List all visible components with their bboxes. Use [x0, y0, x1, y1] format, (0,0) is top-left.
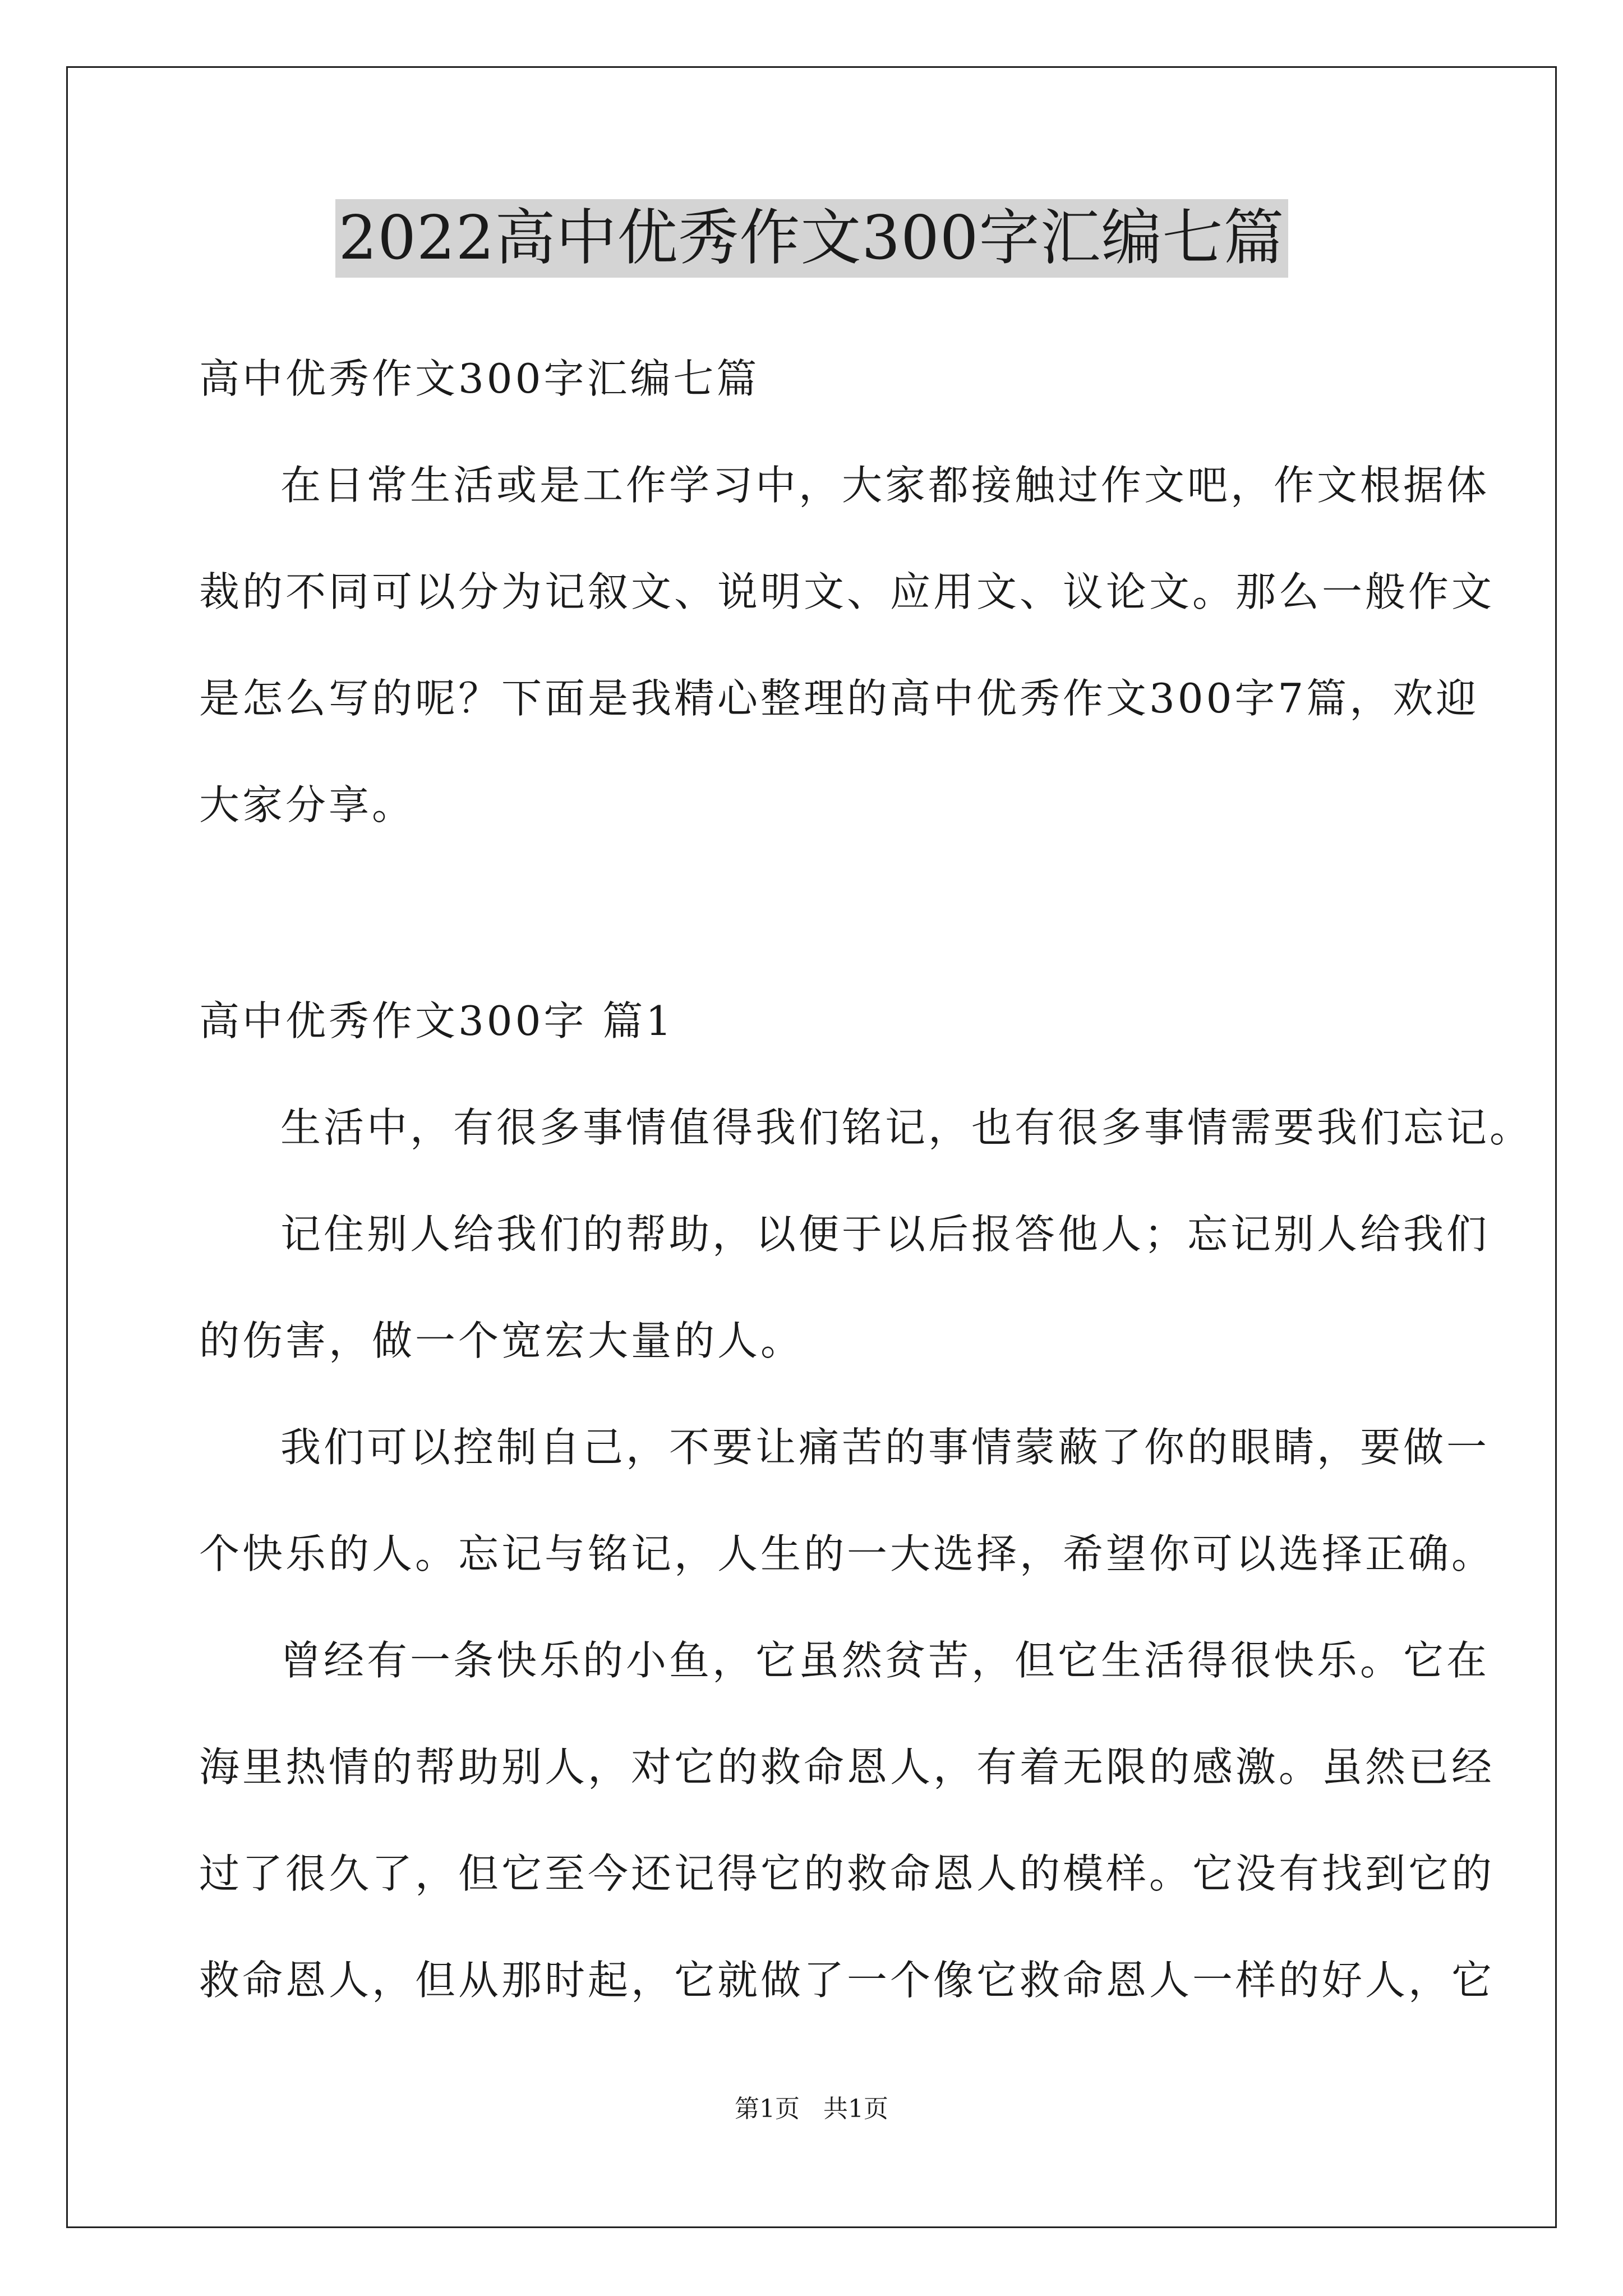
body-line: 生活中，有很多事情值得我们铭记，也有很多事情需要我们忘记。 [280, 1104, 1533, 1151]
body-line: 曾经有一条快乐的小鱼，它虽然贫苦，但它生活得很快乐。它在 [280, 1637, 1490, 1684]
intro-line: 在日常生活或是工作学习中，大家都接触过作文吧，作文根据体 [280, 462, 1490, 509]
body-line: 我们可以控制自己，不要让痛苦的事情蒙蔽了你的眼睛，要做一 [280, 1424, 1490, 1471]
document-title: 2022高中优秀作文300字汇编七篇 [335, 199, 1288, 278]
title-container [0, 199, 1623, 278]
body-line: 的伤害，做一个宽宏大量的人。 [199, 1317, 804, 1364]
page-footer: 第1页 共1页 [735, 2095, 888, 2123]
section-heading: 高中优秀作文300字 篇1 [199, 997, 675, 1045]
intro-line: 大家分享。 [199, 781, 416, 829]
intro-line: 裁的不同可以分为记叙文、说明文、应用文、议论文。那么一般作文 [199, 568, 1495, 615]
body-line: 个快乐的人。忘记与铭记，人生的一大选择，希望你可以选择正确。 [199, 1530, 1495, 1577]
body-line: 救命恩人，但从那时起，它就做了一个像它救命恩人一样的好人，它 [199, 1957, 1495, 2004]
document-subtitle: 高中优秀作文300字汇编七篇 [199, 355, 760, 402]
body-line: 记住别人给我们的帮助，以便于以后报答他人；忘记别人给我们 [280, 1211, 1490, 1258]
body-line: 过了很久了，但它至今还记得它的救命恩人的模样。它没有找到它的 [199, 1850, 1495, 1897]
body-line: 海里热情的帮助别人，对它的救命恩人，有着无限的感激。虽然已经 [199, 1743, 1495, 1791]
intro-line: 是怎么写的呢？下面是我精心整理的高中优秀作文300字7篇，欢迎 [199, 675, 1479, 722]
